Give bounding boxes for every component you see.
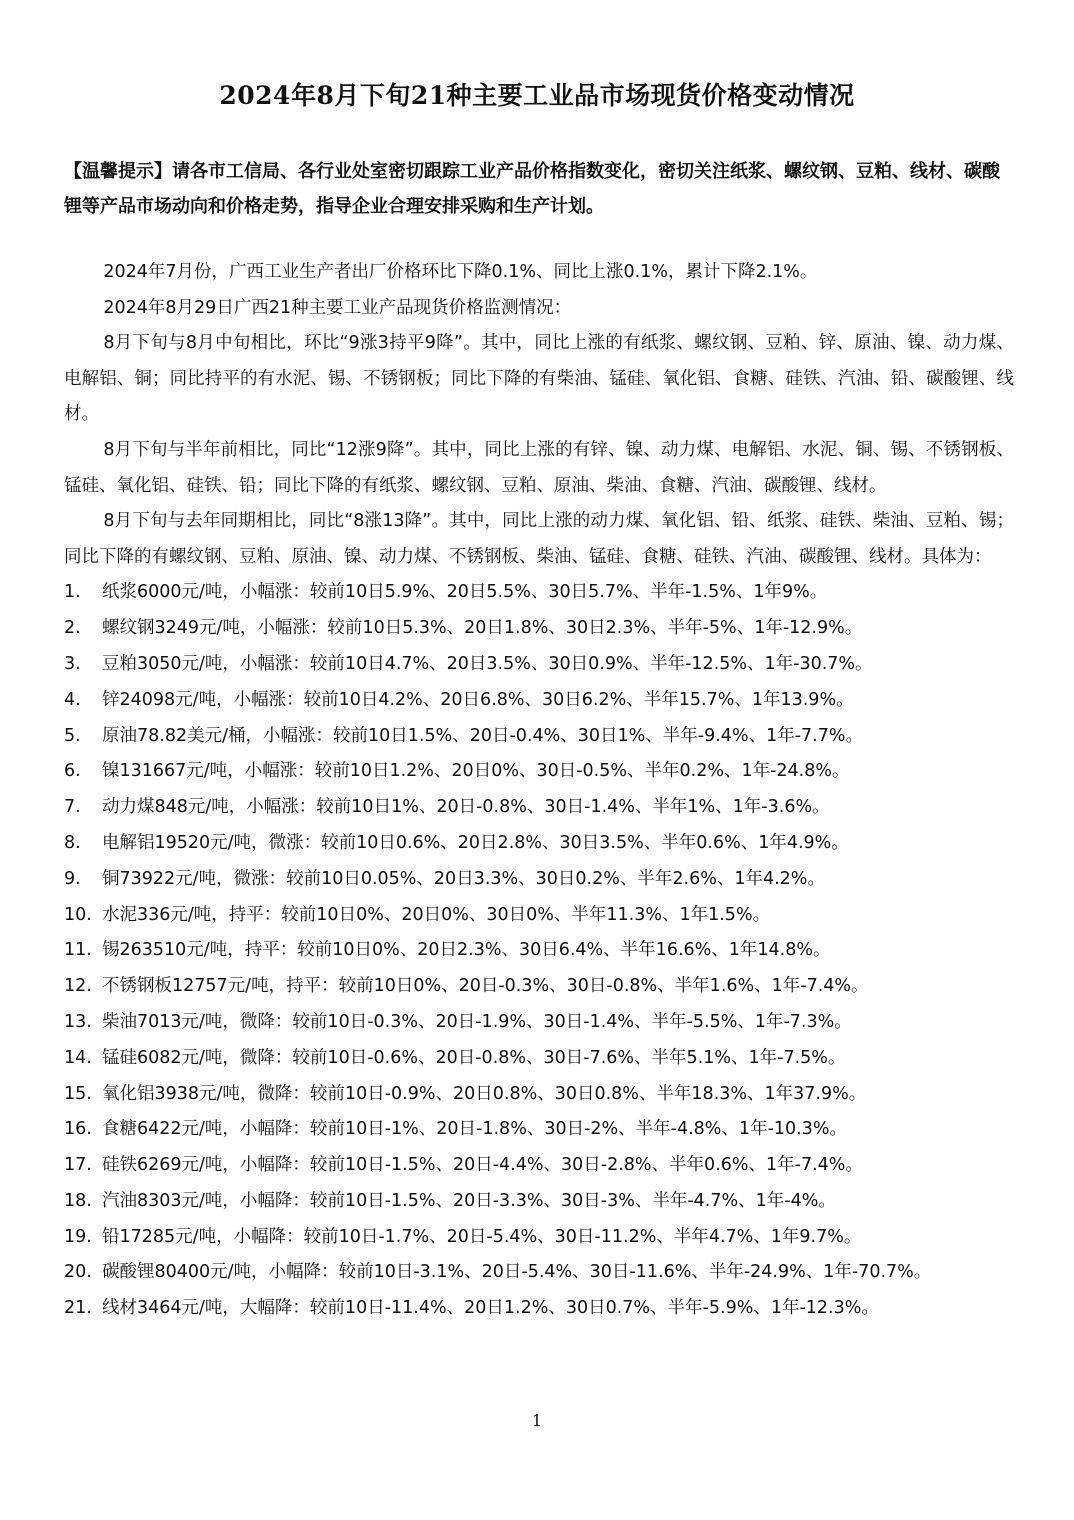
list-item (64, 754, 1014, 790)
item-text: 铜73922元/吨，微涨：较前10日0.05%、20日3.3%、30日0.2%、半年2.6%、1年4.2%。 (102, 868, 825, 889)
paragraph: 8月下旬与8月中旬相比，环比“9涨3持平9降”。其中，同比上涨的有纸浆、螺纹钢、豆粕、锌、原油、镍、动力煤、电解铝、铜；同比持平的有水泥、锡、不锈钢板；同比下降的有柴油、锰硅、氧化铝、食糖、硅铁、汽油、铅、碳酸锂、线材。 (64, 333, 1014, 425)
item-number: 6. (64, 761, 81, 782)
item-text: 水泥336元/吨，持平：较前10日0%、20日0%、30日0%、半年11.3%、1年1.5%。 (102, 904, 771, 925)
page-number: 1 (531, 1411, 543, 1430)
item-text: 食糖6422元/吨，小幅降：较前10日-1%、20日-1.8%、30日-2%、半年-4.8%、1年-10.3%。 (102, 1119, 847, 1140)
list-item (64, 790, 1014, 826)
list-item (64, 1148, 1014, 1184)
list-item (64, 611, 1014, 647)
list-item (64, 1220, 1014, 1256)
item-text: 柴油7013元/吨，微降：较前10日-0.3%、20日-1.9%、30日-1.4%、半年-5.5%、1年-7.3%。 (102, 1011, 852, 1032)
report-body (64, 255, 1014, 1327)
item-number: 14. (64, 1047, 92, 1068)
list-item (64, 826, 1014, 862)
warm-tip: 【温馨提示】请各市工信局、各行业处室密切跟踪工业产品价格指数变化，密切关注纸浆、螺纹钢、豆粕、线材、碳酸锂等产品市场动向和价格走势，指导企业合理安排采购和生产计划。 (64, 161, 1000, 217)
list-item (64, 1291, 1014, 1327)
item-text: 碳酸锂80400元/吨，小幅降：较前10日-3.1%、20日-5.4%、30日-11.6%、半年-24.9%、1年-70.7%。 (102, 1262, 932, 1283)
item-text: 镍131667元/吨，小幅涨：较前10日1.2%、20日0%、30日-0.5%、半年0.2%、1年-24.8%。 (102, 761, 850, 782)
page-title: 2024年8月下旬21种主要工业品市场现货价格变动情况 (219, 81, 855, 110)
item-number: 16. (64, 1119, 92, 1140)
item-number: 3. (64, 653, 81, 674)
item-number: 8. (64, 832, 81, 853)
item-text: 汽油8303元/吨，小幅降：较前10日-1.5%、20日-3.3%、30日-3%、半年-4.7%、1年-4%。 (102, 1190, 836, 1211)
list-item (64, 575, 1014, 611)
item-number: 9. (64, 868, 81, 889)
item-number: 4. (64, 689, 81, 710)
list-item (64, 1041, 1014, 1077)
list-item (64, 647, 1014, 683)
item-text: 动力煤848元/吨，小幅涨：较前10日1%、20日-0.8%、30日-1.4%、半年1%、1年-3.6%。 (102, 797, 830, 818)
item-number: 17. (64, 1155, 92, 1176)
item-text: 氧化铝3938元/吨，微降：较前10日-0.9%、20日0.8%、30日0.8%、半年18.3%、1年37.9%。 (102, 1083, 867, 1104)
list-item (64, 898, 1014, 934)
item-text: 硅铁6269元/吨，小幅降：较前10日-1.5%、20日-4.4%、30日-2.8%、半年0.6%、1年-7.4%。 (102, 1155, 863, 1176)
paragraph: 8月下旬与半年前相比，同比“12涨9降”。其中，同比上涨的有锌、镍、动力煤、电解铝、水泥、铜、锡、不锈钢板、锰硅、氧化铝、硅铁、铅；同比下降的有纸浆、螺纹钢、豆粕、原油、柴油、食糖、汽油、碳酸锂、线材。 (64, 439, 1014, 496)
item-text: 电解铝19520元/吨，微涨：较前10日0.6%、20日2.8%、30日3.5%、半年0.6%、1年4.9%。 (102, 832, 849, 853)
item-text: 铅17285元/吨，小幅降：较前10日-1.7%、20日-5.4%、30日-11.2%、半年4.7%、1年9.7%。 (102, 1226, 862, 1247)
item-text: 锰硅6082元/吨，微降：较前10日-0.6%、20日-0.8%、30日-7.6%、半年5.1%、1年-7.5%。 (102, 1047, 846, 1068)
item-number: 13. (64, 1011, 92, 1032)
item-text: 螺纹钢3249元/吨，小幅涨：较前10日5.3%、20日1.8%、30日2.3%、半年-5%、1年-12.9%。 (102, 618, 863, 639)
list-item (64, 933, 1014, 969)
list-item (64, 1077, 1014, 1113)
item-number: 15. (64, 1083, 92, 1104)
paragraph: 2024年8月29日广西21种主要工业产品现货价格监测情况： (103, 297, 572, 318)
item-number: 10. (64, 904, 92, 925)
item-text: 原油78.82美元/桶，小幅涨：较前10日1.5%、20日-0.4%、30日1%、半年-9.4%、1年-7.7%。 (102, 725, 863, 746)
item-text: 不锈钢板12757元/吨，持平：较前10日0%、20日-0.3%、30日-0.8%、半年1.6%、1年-7.4%。 (102, 976, 869, 997)
list-item (64, 719, 1014, 755)
list-item (64, 1184, 1014, 1220)
item-number: 5. (64, 725, 81, 746)
item-number: 2. (64, 618, 81, 639)
item-text: 豆粕3050元/吨，小幅涨：较前10日4.7%、20日3.5%、30日0.9%、半年-12.5%、1年-30.7%。 (102, 653, 873, 674)
item-number: 19. (64, 1226, 92, 1247)
item-text: 线材3464元/吨，大幅降：较前10日-11.4%、20日1.2%、30日0.7%、半年-5.9%、1年-12.3%。 (102, 1298, 879, 1319)
item-text: 纸浆6000元/吨，小幅涨：较前10日5.9%、20日5.5%、30日5.7%、半年-1.5%、1年9%。 (102, 582, 828, 603)
list-item (64, 969, 1014, 1005)
item-number: 11. (64, 940, 92, 961)
item-number: 18. (64, 1190, 92, 1211)
item-text: 锡263510元/吨，持平：较前10日0%、20日2.3%、30日6.4%、半年16.6%、1年14.8%。 (102, 940, 831, 961)
list-item (64, 1255, 1014, 1291)
item-number: 20. (64, 1262, 92, 1283)
paragraph: 2024年7月份，广西工业生产者出厂价格环比下降0.1%、同比上涨0.1%，累计下降2.1%。 (103, 262, 818, 282)
item-number: 12. (64, 976, 92, 997)
list-item (64, 683, 1014, 719)
paragraph: 8月下旬与去年同期相比，同比“8涨13降”。其中，同比上涨的动力煤、氧化铝、铅、纸浆、硅铁、柴油、豆粕、锡；同比下降的有螺纹钢、豆粕、原油、镍、动力煤、不锈钢板、柴油、锰硅、食糖、硅铁、汽油、碳酸锂、线材。具体为： (64, 511, 1014, 567)
price-list (64, 575, 1014, 1327)
item-text: 锌24098元/吨，小幅涨：较前10日4.2%、20日6.8%、30日6.2%、半年15.7%、1年13.9%。 (102, 689, 854, 710)
list-item (64, 1112, 1014, 1148)
item-number: 1. (64, 582, 81, 603)
list-item (64, 1005, 1014, 1041)
item-number: 7. (64, 797, 81, 818)
list-item (64, 862, 1014, 898)
item-number: 21. (64, 1298, 92, 1319)
